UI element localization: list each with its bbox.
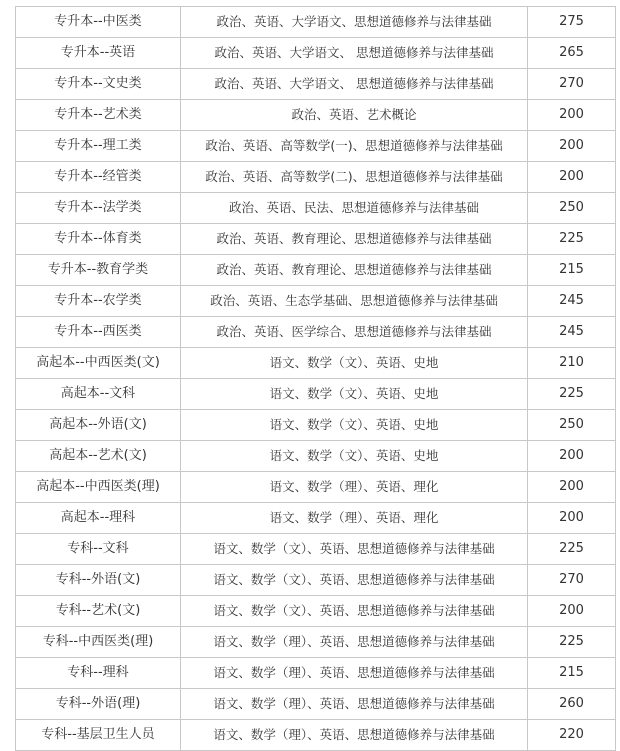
subjects-cell: 语文、数学（理）、英语、理化 (181, 503, 528, 534)
table-row (16, 38, 616, 69)
category-cell: 专升本--中医类 (16, 7, 181, 38)
table-row (16, 348, 616, 379)
subjects-cell: 政治、英语、大学语文、思想道德修养与法律基础 (181, 7, 528, 38)
category-cell: 专科--文科 (16, 534, 181, 565)
score-cell: 245 (528, 317, 616, 348)
subjects-cell: 语文、数学（文）、英语、史地 (181, 410, 528, 441)
table-row (16, 162, 616, 193)
score-cell: 225 (528, 379, 616, 410)
score-cell: 200 (528, 472, 616, 503)
score-cell: 210 (528, 348, 616, 379)
subjects-cell: 政治、英语、生态学基础、思想道德修养与法律基础 (181, 286, 528, 317)
table-row (16, 689, 616, 720)
category-cell: 专升本--理工类 (16, 131, 181, 162)
category-cell: 高起本--理科 (16, 503, 181, 534)
subjects-cell: 语文、数学（文）、英语、史地 (181, 441, 528, 472)
subjects-cell: 政治、英语、教育理论、思想道德修养与法律基础 (181, 224, 528, 255)
table-row (16, 7, 616, 38)
category-cell: 专升本--教育学类 (16, 255, 181, 286)
category-cell: 专升本--经管类 (16, 162, 181, 193)
score-cell: 215 (528, 658, 616, 689)
category-cell: 专科--艺术(文) (16, 596, 181, 627)
table-row (16, 193, 616, 224)
table-row (16, 658, 616, 689)
subjects-cell: 语文、数学（理）、英语、理化 (181, 472, 528, 503)
score-cell: 225 (528, 224, 616, 255)
score-cell: 200 (528, 162, 616, 193)
table-row (16, 286, 616, 317)
score-table-body (16, 7, 616, 751)
score-cell: 200 (528, 596, 616, 627)
subjects-cell: 政治、英语、艺术概论 (181, 100, 528, 131)
category-cell: 高起本--艺术(文) (16, 441, 181, 472)
score-cell: 265 (528, 38, 616, 69)
score-cell: 225 (528, 627, 616, 658)
subjects-cell: 语文、数学（文）、英语、史地 (181, 348, 528, 379)
subjects-cell: 语文、数学（文）、英语、思想道德修养与法律基础 (181, 596, 528, 627)
category-cell: 专升本--体育类 (16, 224, 181, 255)
score-cell: 220 (528, 720, 616, 751)
category-cell: 专升本--文史类 (16, 69, 181, 100)
score-table (15, 6, 616, 751)
table-row (16, 100, 616, 131)
score-cell: 200 (528, 503, 616, 534)
table-row (16, 472, 616, 503)
subjects-cell: 政治、英语、民法、思想道德修养与法律基础 (181, 193, 528, 224)
category-cell: 专升本--艺术类 (16, 100, 181, 131)
category-cell: 高起本--中西医类(理) (16, 472, 181, 503)
table-row (16, 379, 616, 410)
table-row (16, 565, 616, 596)
subjects-cell: 语文、数学（理）、英语、思想道德修养与法律基础 (181, 720, 528, 751)
score-cell: 200 (528, 441, 616, 472)
subjects-cell: 语文、数学（理）、英语、思想道德修养与法律基础 (181, 658, 528, 689)
category-cell: 高起本--外语(文) (16, 410, 181, 441)
score-cell: 250 (528, 410, 616, 441)
score-cell: 245 (528, 286, 616, 317)
subjects-cell: 语文、数学（理）、英语、思想道德修养与法律基础 (181, 689, 528, 720)
table-row (16, 441, 616, 472)
subjects-cell: 政治、英语、医学综合、思想道德修养与法律基础 (181, 317, 528, 348)
score-cell: 275 (528, 7, 616, 38)
score-cell: 200 (528, 100, 616, 131)
table-row (16, 596, 616, 627)
category-cell: 专科--基层卫生人员 (16, 720, 181, 751)
category-cell: 专科--中西医类(理) (16, 627, 181, 658)
subjects-cell: 政治、英语、大学语文、 思想道德修养与法律基础 (181, 69, 528, 100)
table-row (16, 720, 616, 751)
table-row (16, 627, 616, 658)
table-row (16, 69, 616, 100)
category-cell: 高起本--中西医类(文) (16, 348, 181, 379)
subjects-cell: 语文、数学（理）、英语、思想道德修养与法律基础 (181, 627, 528, 658)
subjects-cell: 语文、数学（文）、英语、史地 (181, 379, 528, 410)
table-row (16, 255, 616, 286)
table-row (16, 410, 616, 441)
score-cell: 200 (528, 131, 616, 162)
category-cell: 专升本--农学类 (16, 286, 181, 317)
table-row (16, 317, 616, 348)
table-row (16, 224, 616, 255)
category-cell: 专升本--英语 (16, 38, 181, 69)
score-cell: 260 (528, 689, 616, 720)
score-cell: 215 (528, 255, 616, 286)
subjects-cell: 政治、英语、教育理论、思想道德修养与法律基础 (181, 255, 528, 286)
subjects-cell: 政治、英语、高等数学(一)、思想道德修养与法律基础 (181, 131, 528, 162)
category-cell: 专科--外语(文) (16, 565, 181, 596)
table-row (16, 534, 616, 565)
subjects-cell: 语文、数学（文）、英语、思想道德修养与法律基础 (181, 534, 528, 565)
subjects-cell: 政治、英语、大学语文、 思想道德修养与法律基础 (181, 38, 528, 69)
subjects-cell: 政治、英语、高等数学(二)、思想道德修养与法律基础 (181, 162, 528, 193)
subjects-cell: 语文、数学（文）、英语、思想道德修养与法律基础 (181, 565, 528, 596)
table-row (16, 503, 616, 534)
score-cell: 250 (528, 193, 616, 224)
score-cell: 225 (528, 534, 616, 565)
table-row (16, 131, 616, 162)
category-cell: 专科--理科 (16, 658, 181, 689)
category-cell: 专升本--西医类 (16, 317, 181, 348)
score-cell: 270 (528, 69, 616, 100)
category-cell: 专升本--法学类 (16, 193, 181, 224)
score-cell: 270 (528, 565, 616, 596)
category-cell: 专科--外语(理) (16, 689, 181, 720)
category-cell: 高起本--文科 (16, 379, 181, 410)
